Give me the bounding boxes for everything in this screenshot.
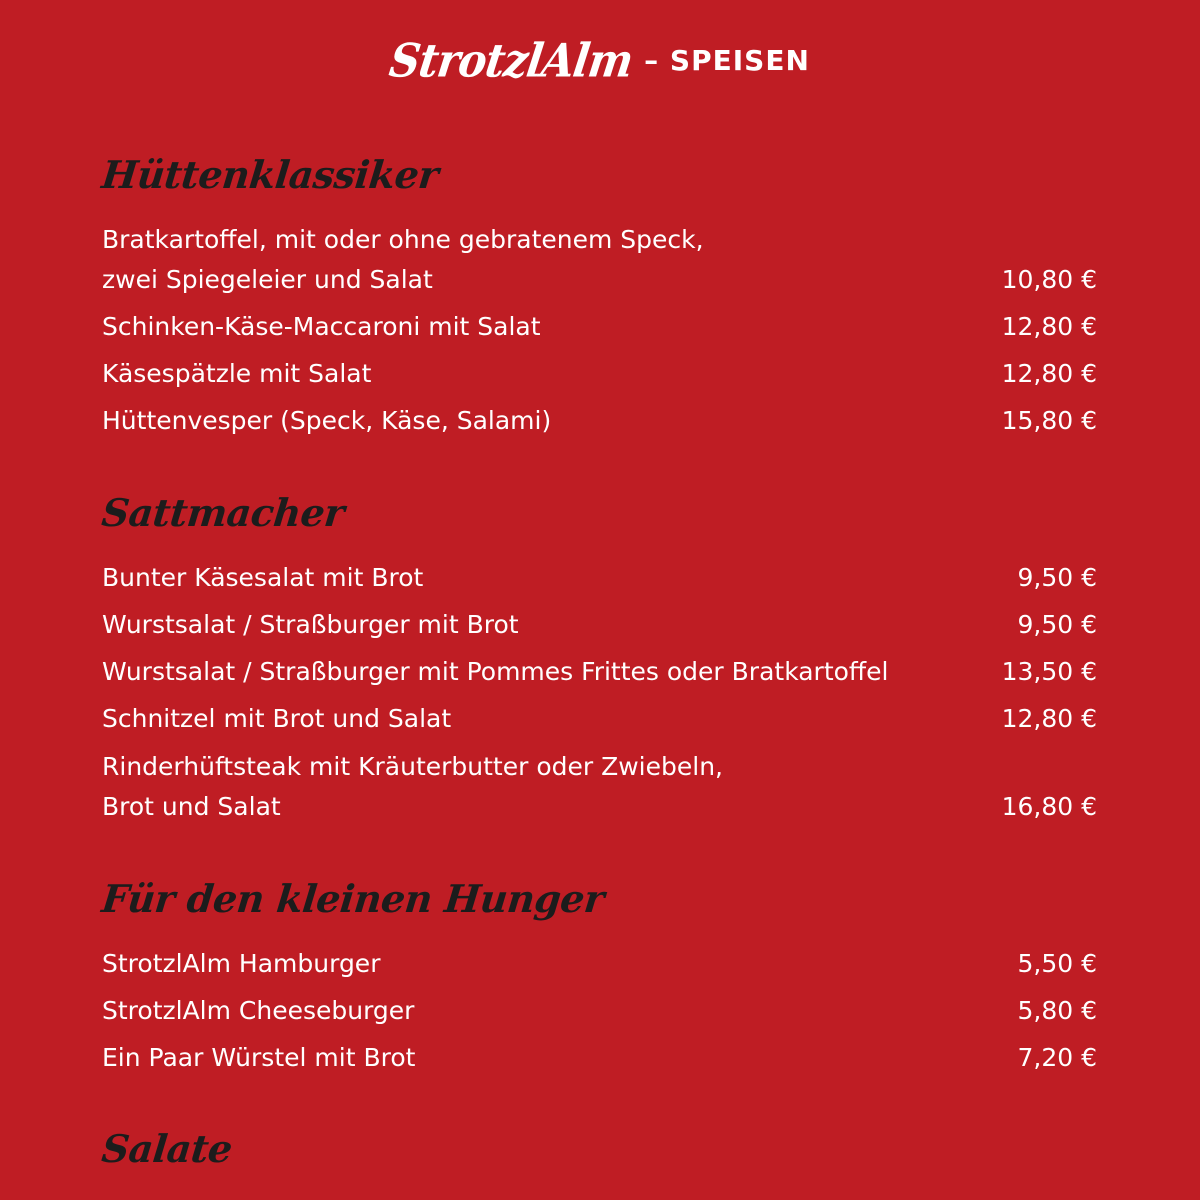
section-title-kleiner-hunger: Für den kleinen Hunger — [99, 876, 607, 921]
menu-item-price: 9,50 € — [1017, 610, 1097, 639]
menu-item-name-cont: Brot und Salat — [102, 792, 281, 821]
menu-item-name: StrotzlAlm Hamburger — [102, 949, 381, 978]
menu-item-name: Ein Paar Würstel mit Brot — [102, 1043, 416, 1072]
menu-item-name: StrotzlAlm Cheeseburger — [102, 996, 415, 1025]
menu-item-name: Bratkartoffel, mit oder ohne gebratenem Speck, — [102, 225, 704, 254]
menu-item-price: 5,80 € — [1017, 996, 1097, 1025]
menu-item-name: Wurstsalat / Straßburger mit Pommes Frittes oder Bratkartoffel — [102, 657, 889, 686]
menu-item-price: 10,80 € — [1001, 265, 1097, 294]
menu-item-price: 12,80 € — [1001, 704, 1097, 733]
section-title-salate: Salate — [99, 1126, 235, 1171]
menu-item-name: Hüttenvesper (Speck, Käse, Salami) — [102, 406, 552, 435]
menu-item-price: 16,80 € — [1001, 792, 1097, 821]
menu-item-name: Wurstsalat / Straßburger mit Brot — [102, 610, 519, 639]
menu-item-price: 12,80 € — [1001, 312, 1097, 341]
menu-item-name: Rinderhüftsteak mit Kräuterbutter oder Zwiebeln, — [102, 752, 723, 781]
menu-item-price: 7,20 € — [1017, 1043, 1097, 1072]
menu-item-name: Käsespätzle mit Salat — [102, 359, 372, 388]
menu-item-name: Bunter Käsesalat mit Brot — [102, 563, 424, 592]
menu-item-price: 5,50 € — [1017, 949, 1097, 978]
menu-item-price: 15,80 € — [1001, 406, 1097, 435]
menu-item-name-cont: zwei Spiegeleier und Salat — [102, 265, 433, 294]
section-title-sattmacher: Sattmacher — [99, 490, 347, 535]
menu-header — [0, 33, 1200, 96]
menu-item-price: 9,50 € — [1017, 563, 1097, 592]
section-title-huettenklassiker: Hüttenklassiker — [99, 152, 441, 197]
menu-item-name: Schnitzel mit Brot und Salat — [102, 704, 452, 733]
menu-subtitle: – SPEISEN — [644, 44, 810, 77]
brand-logo: StrotzlAlm — [386, 33, 636, 88]
menu-item-price: 13,50 € — [1001, 657, 1097, 686]
menu-item-price: 12,80 € — [1001, 359, 1097, 388]
menu-item-name: Schinken-Käse-Maccaroni mit Salat — [102, 312, 541, 341]
